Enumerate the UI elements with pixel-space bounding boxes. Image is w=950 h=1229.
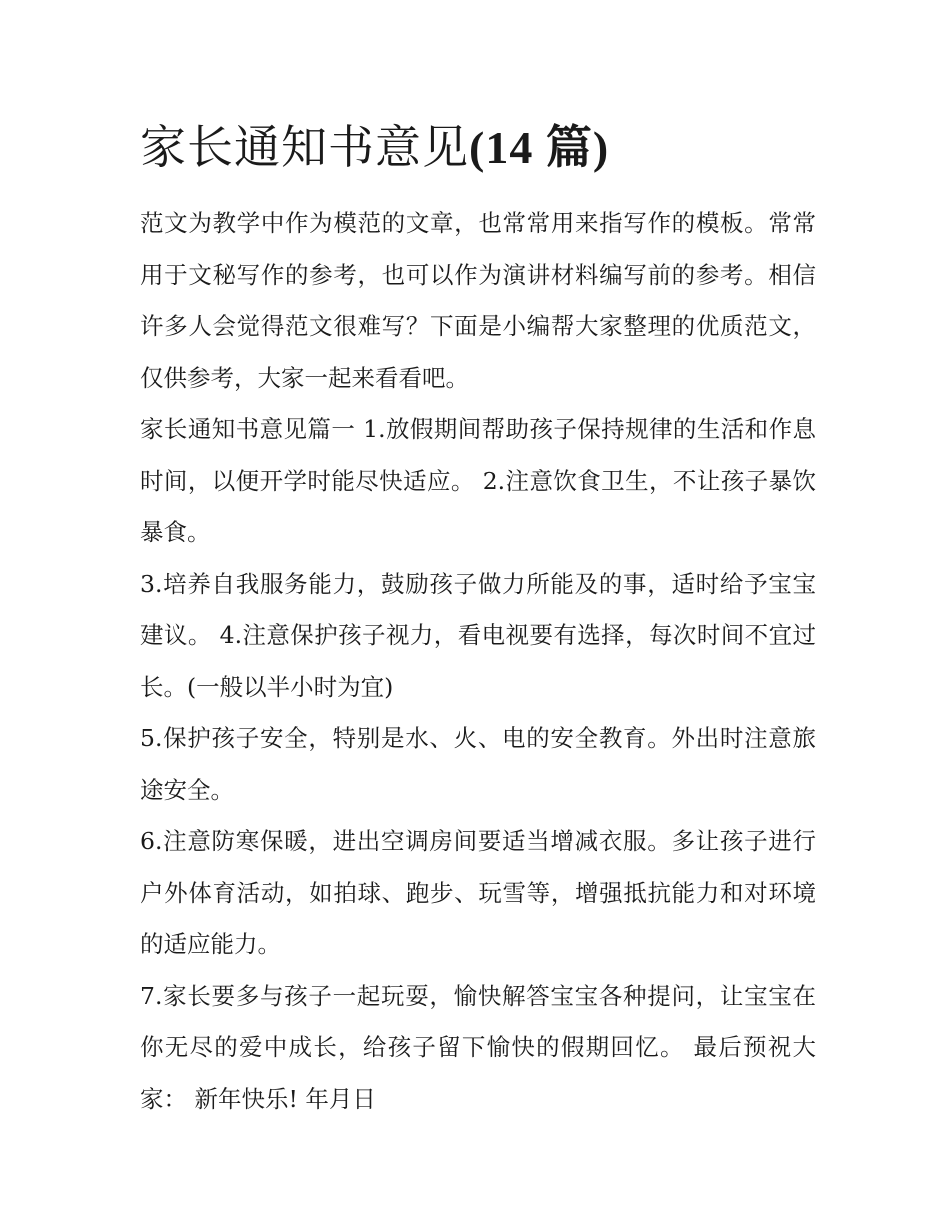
title-count: (14 篇) [469,122,610,173]
title-main: 家长通知书意见 [140,120,469,174]
document-body [140,198,816,1125]
paragraph-item-5: 5.保护孩子安全，特别是水、火、电的安全教育。外出时注意旅途安全。 [140,724,816,804]
paragraph-intro: 范文为教学中作为模范的文章，也常常用来指写作的模板。常常用于文秘写作的参考，也可以作为演讲材料编写前的参考。相信许多人会觉得范文很难写？下面是小编帮大家整理的优质范文，仅供参考，大家一起来看看吧。 [140,209,816,392]
paragraph-section-one: 家长通知书意见篇一 1.放假期间帮助孩子保持规律的生活和作息时间，以便开学时能尽快适应。 2.注意饮食卫生，不让孩子暴饮暴食。 [140,415,816,546]
paragraph-item-6: 6.注意防寒保暖，进出空调房间要适当增减衣服。多让孩子进行户外体育活动，如拍球、跑步、玩雪等，增强抵抗能力和对环境的适应能力。 [140,827,816,958]
paragraph-item-7: 7.家长要多与孩子一起玩耍，愉快解答宝宝各种提问，让宝宝在你无尽的爱中成长，给孩子留下愉快的假期回忆。 最后预祝大家： 新年快乐! 年月日 [140,981,816,1113]
page-title [140,112,820,183]
paragraph-item-3-4: 3.培养自我服务能力，鼓励孩子做力所能及的事，适时给予宝宝建议。 4.注意保护孩子视力，看电视要有选择，每次时间不宜过长。(一般以半小时为宜) [140,569,816,701]
